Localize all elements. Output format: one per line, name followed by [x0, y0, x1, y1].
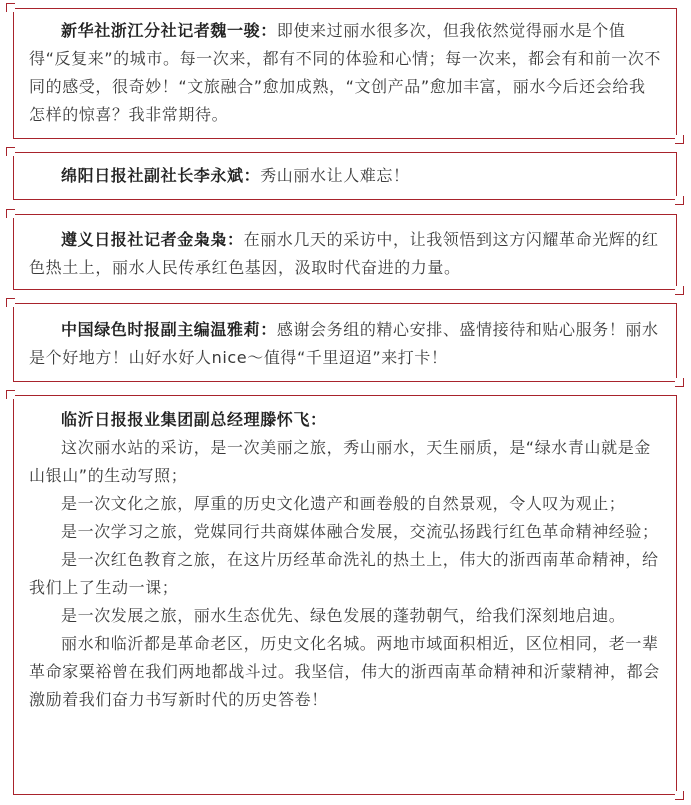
speaker-name: 遵义日报社记者金枭枭： [61, 230, 244, 249]
quote-text [29, 17, 662, 129]
quote-body: 在丽水几天的采访中，让我领悟到这方闪耀革命光辉的红色热土上，丽水人民传承红色基因，汲取时代奋进的力量。 [29, 230, 659, 277]
quote-body: 感谢会务组的精心安排、盛情接待和贴心服务！丽水是个好地方！山好水好人nice～值得“千里迢迢”来打卡！ [29, 320, 659, 367]
corner-decoration [675, 286, 684, 295]
speaker-name: 中国绿色时报副主编温雅莉： [61, 320, 277, 339]
quote-text [29, 162, 662, 190]
corner-decoration [6, 3, 15, 12]
corner-decoration [675, 378, 684, 387]
speaker-name: 绵阳日报社副社长李永斌： [61, 166, 261, 185]
corner-decoration [675, 791, 684, 800]
quote-card-2 [13, 152, 677, 200]
quote-text [29, 226, 662, 282]
speaker-name: 新华社浙江分社记者魏一骏： [61, 21, 277, 40]
speaker-name: 临沂日报报业集团副总经理滕怀飞： [61, 410, 327, 429]
quote-card-5 [13, 395, 677, 795]
quote-paragraph: 是一次发展之旅，丽水生态优先、绿色发展的蓬勃朝气，给我们深刻地启迪。 [61, 606, 626, 625]
corner-decoration [6, 209, 15, 218]
quote-body: 即使来过丽水很多次，但我依然觉得丽水是个值得“反复来”的城市。每一次来，都有不同的体验和心情；每一次来，都会有和前一次不同的感受，很奇妙！“文旅融合”愈加成熟，“文创产品”愈加丰富，丽水今后还会给我怎样的惊喜？我非常期待。 [29, 21, 661, 124]
quote-card-1 [13, 8, 677, 139]
speaker-line [29, 406, 662, 434]
corner-decoration [6, 390, 15, 399]
quote-paragraph: 是一次学习之旅，党媒同行共商媒体融合发展，交流弘扬践行红色革命精神经验； [61, 522, 659, 541]
corner-decoration [675, 135, 684, 144]
corner-decoration [6, 147, 15, 156]
quote-paragraph: 这次丽水站的采访，是一次美丽之旅，秀山丽水，天生丽质，是“绿水青山就是金山银山”的生动写照； [29, 438, 651, 485]
quote-paragraph: 丽水和临沂都是革命老区，历史文化名城。两地市域面积相近，区位相同，老一辈革命家粟裕曾在我们两地都战斗过。我坚信，伟大的浙西南革命精神和沂蒙精神，都会激励着我们奋力书写新时代的历史答卷！ [29, 634, 660, 709]
quote-text [29, 316, 662, 372]
quote-paragraph: 是一次红色教育之旅，在这片历经革命洗礼的热土上，伟大的浙西南革命精神，给我们上了生动一课； [29, 550, 659, 597]
quote-card-3 [13, 214, 677, 290]
corner-decoration [6, 298, 15, 307]
corner-decoration [675, 196, 684, 205]
quote-paragraph: 是一次文化之旅，厚重的历史文化遗产和画卷般的自然景观，令人叹为观止； [61, 494, 626, 513]
quote-body: 秀山丽水让人难忘！ [260, 166, 410, 185]
quote-card-4 [13, 303, 677, 382]
